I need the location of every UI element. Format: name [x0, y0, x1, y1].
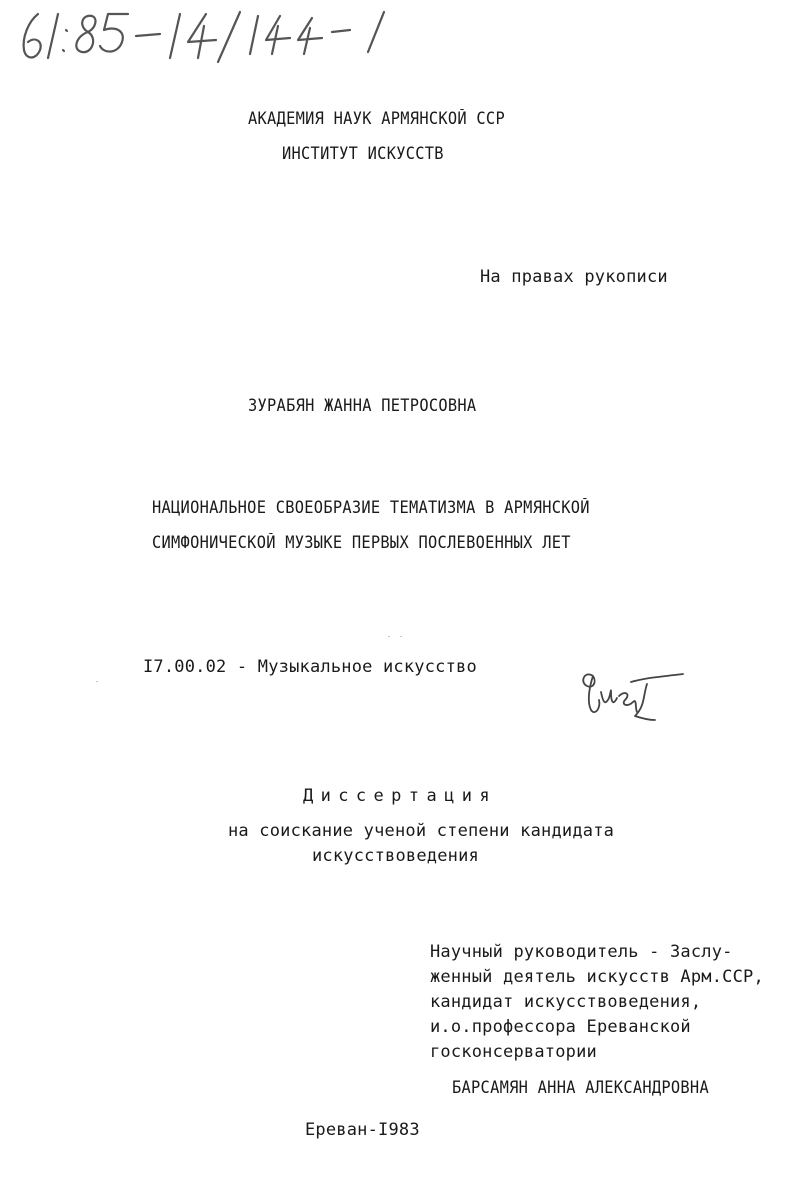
degree-line-1: на соискание ученой степени кандидата — [228, 821, 615, 841]
supervisor-line-5: госконсерватории — [430, 1042, 597, 1062]
place-and-year: Ереван-I983 — [305, 1120, 420, 1140]
specialty-code: I7.00.02 - Музыкальное искусство — [143, 657, 477, 677]
signature — [575, 662, 690, 727]
thesis-title-line-2: СИМФОНИЧЕСКОЙ МУЗЫКЕ ПЕРВЫХ ПОСЛЕВОЕННЫХ ЛЕТ — [152, 533, 571, 552]
academy-name: АКАДЕМИЯ НАУК АРМЯНСКОЙ ССР — [248, 109, 505, 128]
author-name: ЗУРАБЯН ЖАННА ПЕТРОСОВНА — [248, 396, 477, 415]
degree-line-2: искусствоведения — [312, 846, 479, 866]
scan-speck — [96, 681, 98, 682]
thesis-title-line-1: НАЦИОНАЛЬНОЕ СВОЕОБРАЗИЕ ТЕМАТИЗМА В АРМЯНСКОЙ — [152, 498, 590, 517]
scan-speck — [388, 636, 390, 637]
supervisor-line-3: кандидат искусствоведения, — [430, 992, 702, 1012]
supervisor-line-2: женный деятель искусств Арм.ССР, — [430, 967, 764, 987]
dissertation-heading: Диссертация — [303, 786, 497, 806]
supervisor-line-1: Научный руководитель - Заслу- — [430, 942, 733, 962]
supervisor-line-4: и.о.профессора Ереванской — [430, 1017, 691, 1037]
institute-name: ИНСТИТУТ ИСКУССТВ — [282, 144, 444, 163]
supervisor-name: БАРСАМЯН АННА АЛЕКСАНДРОВНА — [452, 1078, 709, 1097]
handwritten-catalog-number — [0, 0, 420, 80]
manuscript-note: На правах рукописи — [480, 267, 668, 287]
scan-speck — [400, 636, 402, 637]
